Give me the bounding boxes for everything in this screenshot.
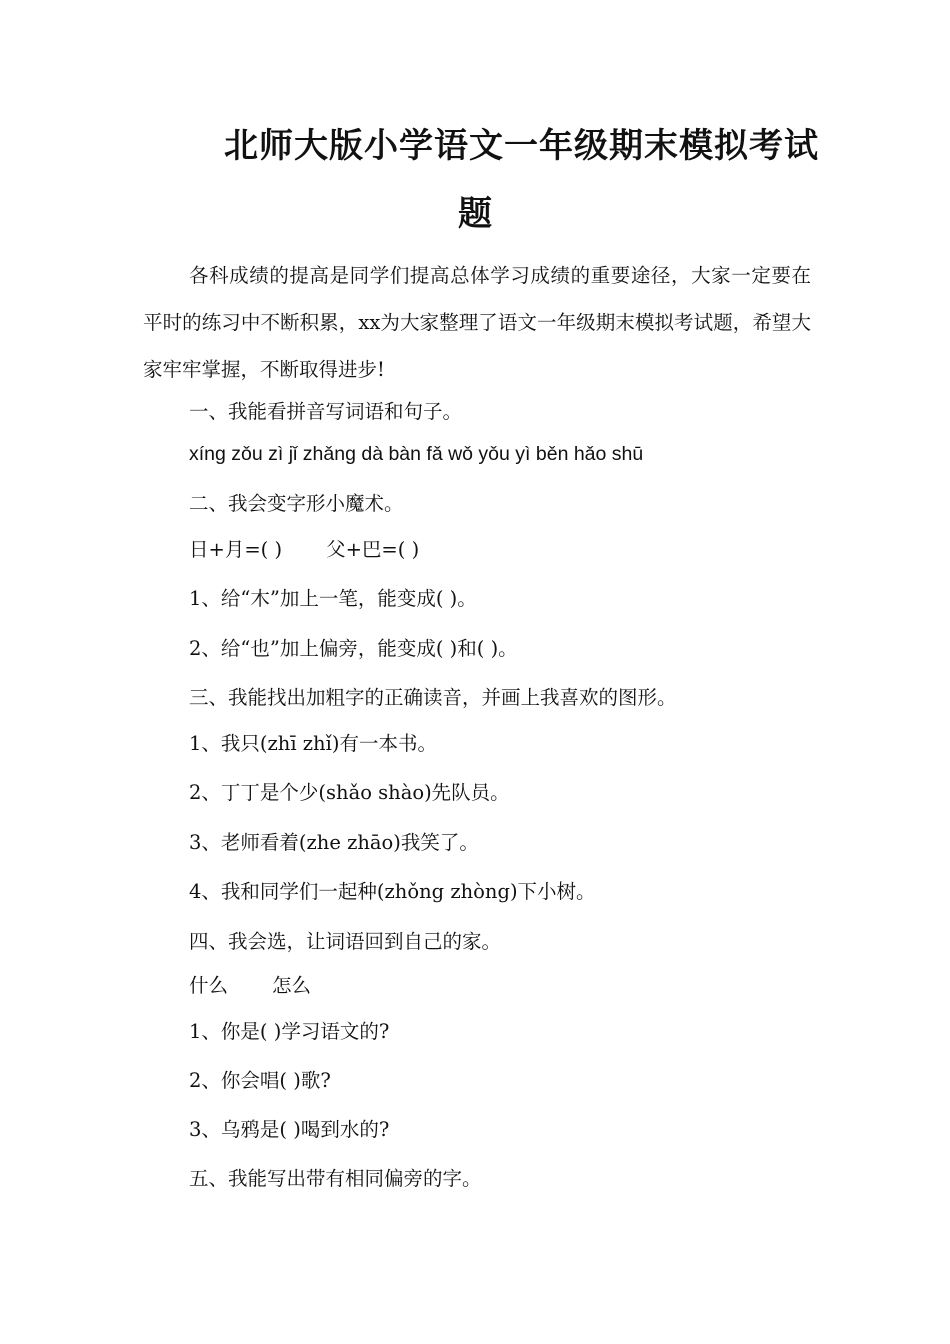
section-4-word-choices xyxy=(189,970,311,998)
section-2-heading: 二、我会变字形小魔术。 xyxy=(189,492,404,515)
section-4-heading: 四、我会选，让词语回到自己的家。 xyxy=(189,930,502,953)
section-3-question-2: 2、丁丁是个少(shǎo shào)先队员。 xyxy=(189,781,510,804)
word-choice-b: 怎么 xyxy=(272,974,312,997)
section-2-question-1: 1、给“木”加上一笔，能变成( )。 xyxy=(189,587,477,610)
document-title-line-1: 北师大版小学语文一年级期末模拟考试 xyxy=(224,126,819,166)
section-4-question-2: 2、你会唱( )歌? xyxy=(189,1069,331,1092)
section-3-question-1: 1、我只(zhī zhǐ)有一本书。 xyxy=(189,732,437,755)
section-4-question-3: 3、乌鸦是( )喝到水的? xyxy=(189,1118,390,1141)
formula-b: 父+巴=( ) xyxy=(326,538,420,561)
document-title-line-2: 题 xyxy=(458,194,493,234)
word-choice-a: 什么 xyxy=(189,974,229,997)
section-2-question-2: 2、给“也”加上偏旁，能变成( )和( )。 xyxy=(189,637,518,660)
section-4-question-1: 1、你是( )学习语文的? xyxy=(189,1020,390,1043)
section-3-heading: 三、我能找出加粗字的正确读音，并画上我喜欢的图形。 xyxy=(189,686,677,709)
section-1-heading: 一、我能看拼音写词语和句子。 xyxy=(189,400,463,423)
section-3-question-3: 3、老师看着(zhe zhāo)我笑了。 xyxy=(189,831,479,854)
section-5-heading: 五、我能写出带有相同偏旁的字。 xyxy=(189,1167,482,1190)
section-1-pinyin: xíng zǒu zì jǐ zhǎng dà bàn fǎ wǒ yǒu yì běn hǎo shū xyxy=(189,443,644,465)
section-3-question-4: 4、我和同学们一起种(zhǒng zhòng)下小树。 xyxy=(189,880,596,903)
section-2-formulas xyxy=(189,534,419,562)
intro-paragraph: 各科成绩的提高是同学们提高总体学习成绩的重要途径，大家一定要在平时的练习中不断积累，xx为大家整理了语文一年级期末模拟考试题，希望大家牢牢掌握，不断取得进步! xyxy=(143,264,811,381)
formula-a: 日+月=( ) xyxy=(189,538,283,561)
